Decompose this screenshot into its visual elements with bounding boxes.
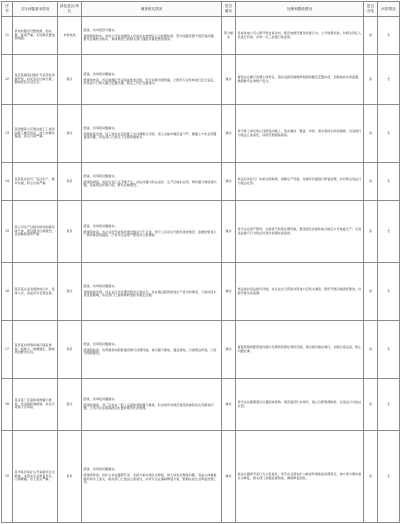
issue-summary: 某区某镇某村煤矿开采导致房屋开裂，村民多次反映无果，影响居民生活安全。 — [13, 55, 58, 105]
fact-cell: 属实 — [222, 201, 236, 263]
accountability-cell: 无 — [378, 105, 400, 163]
accountability-cell: 无 — [378, 17, 400, 55]
table-row — [2, 17, 400, 55]
area-cell: 某县 — [58, 201, 82, 263]
fact-cell: 属实 — [222, 105, 236, 163]
verification-cell — [82, 201, 222, 263]
verification-lead: 经查，该举报问题属实。 — [83, 467, 118, 472]
column-header: 处理和整改情况 — [236, 2, 364, 17]
verification-cell — [82, 263, 222, 321]
issue-summary: 某街道某小区周边施工工地夜间施工噪音扰民，渣土车辆未覆盖，扬尘污染严重。 — [13, 105, 58, 163]
fact-cell: 属实 — [222, 379, 236, 431]
area-cell: 某区 — [58, 379, 82, 431]
accountability-cell: 无 — [378, 163, 400, 201]
verification-cell — [82, 105, 222, 163]
completed-cell: 是 — [364, 17, 378, 55]
completed-cell: 是 — [364, 201, 378, 263]
issue-summary: 某区某企业违规排放污水，直排入河，造成河水发黑发臭。 — [13, 263, 58, 321]
area-cell: 某县 — [58, 321, 82, 379]
accountability-cell: 无 — [378, 55, 400, 105]
table-row — [2, 321, 400, 379]
fact-cell: 属实 — [222, 321, 236, 379]
issue-summary: 某县某村养殖场粪污随意排放，臭味大，蚊蝇滋生，影响周边群众生活。 — [13, 321, 58, 379]
completed-cell: 是 — [364, 263, 378, 321]
verification-cell — [82, 163, 222, 201]
column-header: 是否属实 — [222, 2, 236, 17]
handling-cell: 责成供电公司立即开展自查自纠，规范电源设置及收费行为，公开收费标准，对相关责任人员进行约谈，并举一反三加强日常监管。 — [236, 17, 364, 55]
issue-summary: 供电局随意设置电源、乱收费、窝案严重，无权限设置电源线路。 — [13, 17, 58, 55]
completed-cell: 是 — [364, 105, 378, 163]
column-header: 序号 — [2, 2, 13, 17]
verification-lead: 经查，该举报问题属实。 — [83, 174, 118, 179]
area-cell: 某区 — [58, 55, 82, 105]
row-number: 19 — [2, 431, 13, 523]
row-number: 11 — [2, 17, 13, 55]
area-cell: 某区 — [58, 105, 82, 163]
handling-cell: 依法对该砂石厂实施关停取缔，拆除生产设备，对破坏河道进行修复治理，并对相关违法行为依法处罚。 — [236, 163, 364, 201]
complaint-table — [1, 1, 400, 523]
verification-detail: 现场核查发现，该企业污水处理设施未正常运行，存在通过暗管排放生产废水的情况，下游河段水质受到影响，执法部门已现场取样送检并固定证据。 — [83, 289, 217, 298]
handling-cell: 责令企业限期清运处置固体废物，规范建设贮存场所，建立台账管理制度，对违法行为依法处罚。 — [236, 379, 364, 431]
verification-lead: 经查，该举报问题属实。 — [83, 397, 118, 402]
column-header: 调查核实情况 — [82, 2, 222, 17]
verification-lead: 经查，该举报问题属实。 — [83, 72, 118, 77]
column-header: 问责情况 — [378, 2, 400, 17]
verification-detail: 经现场检查，该养殖场未配套建设粪污处理设施，粪污露天堆放、随意排放，污染周边环境，已责令限期整改。 — [83, 347, 217, 356]
verification-lead: 经查，该举报问题属实。 — [83, 342, 118, 347]
table-body — [2, 17, 400, 523]
verification-lead: 经查，该举报部分属实。 — [83, 28, 118, 33]
completed-cell: 是 — [364, 379, 378, 431]
table-row — [2, 55, 400, 105]
verification-lead: 经查，该举报问题属实。 — [83, 284, 118, 289]
accountability-cell: 无 — [378, 321, 400, 379]
row-number: 17 — [2, 321, 13, 379]
issue-summary: 某县某乡砂石厂违法生产，破坏河道，粉尘污染严重。 — [13, 163, 58, 201]
area-cell: 某县 — [58, 163, 82, 201]
verification-cell — [82, 431, 222, 523]
verification-detail: 现场调查核实，供电公司在电源接入中存在未按规定公示收费标准、部分线路设置不规范等问题，群众反映较为集中，具体情况已向相关部门通报并督促整改落实。 — [83, 33, 217, 42]
completed-cell: 是 — [364, 321, 378, 379]
column-header: 交办问题基本情况 — [13, 2, 58, 17]
fact-cell: 属实 — [222, 55, 236, 105]
verification-cell — [82, 321, 222, 379]
fact-cell: 属实 — [222, 263, 236, 321]
completed-cell: 是 — [364, 163, 378, 201]
accountability-cell: 无 — [378, 201, 400, 263]
accountability-cell: 无 — [378, 431, 400, 523]
area-cell: 某区 — [58, 263, 82, 321]
fact-cell: 属实 — [222, 163, 236, 201]
verification-detail: 经现场核查，该区域煤矿开采造成地表沉陷，部分房屋出现裂缝，已组织专业机构进行安全鉴定，涉及农户已纳入搬迁安置范围，相关工作正在推进中。 — [83, 77, 217, 86]
table-header-row — [2, 2, 400, 17]
row-number: 13 — [2, 105, 13, 163]
completed-cell: 是 — [364, 55, 378, 105]
completed-cell: 是 — [364, 431, 378, 523]
issue-summary: 某市某县某矿山开采破坏生态植被，未落实生态修复责任，山体裸露，水土流失严重。 — [13, 431, 58, 523]
area-cell: 市供电局 — [58, 17, 82, 55]
issue-summary: 某区某厂区固体废物露天堆放，未采取防渗措施，存在污染地下水风险。 — [13, 379, 58, 431]
column-header: 是否办结 — [364, 2, 378, 17]
handling-cell: 责令施工单位停止违规夜间施工，落实围挡、覆盖、冲洗、洒水等扬尘防控措施，对违规行为依法立案查处，持续开展跟踪督查。 — [236, 105, 364, 163]
verification-cell — [82, 379, 222, 431]
verification-detail: 经现场调查，该厂区存在一般工业固体废物露天堆放、贮存场所未规范建设防渗防流失设施等问题，已责令企业限期清运处置并规范贮存管理。 — [83, 402, 214, 411]
row-number: 16 — [2, 263, 13, 321]
table-row — [2, 379, 400, 431]
verification-detail: 现场检查发现，该工地存在夜间施工未办理相关手续、渣土运输车辆苫盖不严、裸露土方未全部覆盖等问题，执法部门已依法下达整改通知书。 — [83, 131, 217, 140]
issue-summary: 某公司生产过程中排放刺鼻异味气体，周边群众反映强烈，夜间偷排现象严重。 — [13, 201, 58, 263]
row-number: 12 — [2, 55, 13, 105]
row-number: 15 — [2, 201, 13, 263]
row-number: 18 — [2, 379, 13, 431]
verification-lead: 经查，该举报问题属实。 — [83, 126, 118, 131]
verification-cell — [82, 17, 222, 55]
verification-detail: 经现场调查，该砂石加工点手续不全，存在河道内非法采砂、生产区域未密闭、物料露天堆放等问题，造成周边环境污染，群众反映强烈。 — [83, 179, 217, 188]
verification-lead: 经查，该举报问题属实。 — [83, 224, 118, 229]
table-row — [2, 163, 400, 201]
handling-cell: 责令企业停产整改，完善废气收集处理设施，整改到位并经验收合格后方可恢复生产；对其违法排污行为依法处罚并加强在线监控。 — [236, 201, 364, 263]
row-number: 14 — [2, 163, 13, 201]
table-row — [2, 263, 400, 321]
area-cell: 某县 — [58, 431, 82, 523]
verification-detail: 经现场核查，该矿山存在越界开采、未按方案实施生态修复、排土场未治理等问题，造成山体植被破坏和水土流失，相关部门已依法立案查处，并责令企业编制修复方案，限期完成生态修复治理工作。 — [83, 472, 217, 485]
handling-cell: 督促养殖场配套建设粪污处理和资源化利用设施，清运现有堆存粪污，加强日常巡查，防止问题反弹。 — [236, 321, 364, 379]
handling-cell: 督促企业履行治理主体责任，落实受损房屋维修加固和搬迁安置补偿，加强地质灾害监测，确保群众生命财产安全。 — [236, 55, 364, 105]
handling-cell: 依法查封违法排污设施，对企业处以罚款并移送公安机关调查；组织开展河道清淤整治，持续开展水质监测。 — [236, 263, 364, 321]
handling-cell: 依法对越界开采行为立案查处，责令企业落实矿山地质环境恢复治理责任，按方案分期实施生态修复，相关部门加强监督检查，确保修复到位。 — [236, 431, 364, 523]
table-row — [2, 431, 400, 523]
fact-cell: 部分属实 — [222, 17, 236, 55]
accountability-cell: 无 — [378, 379, 400, 431]
column-header: 涉及县区/单位 — [58, 2, 82, 17]
table-row — [2, 201, 400, 263]
accountability-cell: 无 — [378, 263, 400, 321]
verification-cell — [82, 55, 222, 105]
table-row — [2, 105, 400, 163]
fact-cell: 属实 — [222, 431, 236, 523]
verification-detail: 经现场检查，该企业废气收集处理设施运行不正常，部分工序存在无组织排放情况，监测结果显示厂界异味浓度超标，已责令企业停产整改并立案调查。 — [83, 229, 217, 238]
